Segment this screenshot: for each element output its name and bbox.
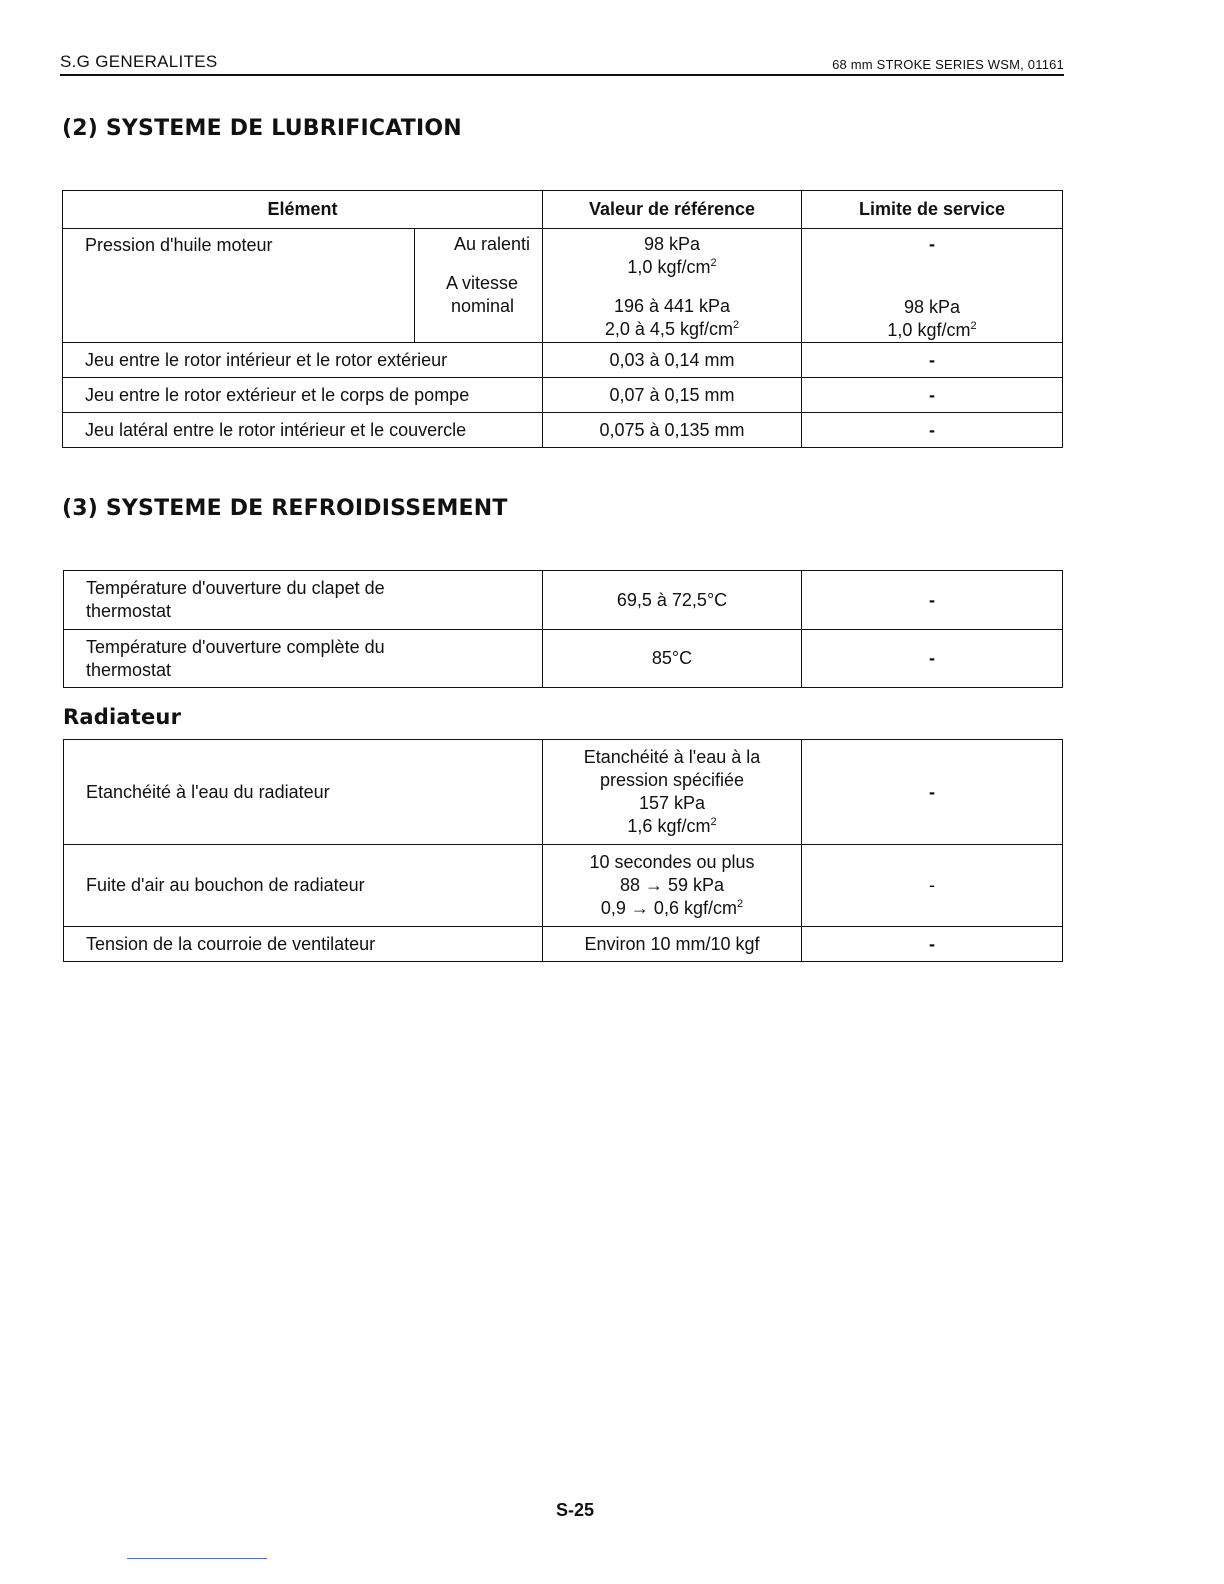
element-cell: Température d'ouverture complète du thermostat — [64, 630, 543, 688]
column-header-element: Elément — [63, 191, 543, 229]
condition-rated-1: A vitesse — [445, 273, 518, 293]
limit-cell: - — [802, 571, 1063, 630]
footer-divider — [127, 1558, 267, 1559]
lubrication-table — [62, 190, 1063, 448]
oil-pressure-label: Pression d'huile moteur — [63, 229, 415, 343]
table-row — [63, 378, 1063, 413]
ref-idle-kpa: 98 kPa — [643, 234, 701, 254]
lubrication-title: (2) SYSTEME DE LUBRIFICATION — [62, 116, 462, 141]
page-header — [60, 50, 1064, 76]
table-row — [64, 845, 1063, 927]
element-cell: Fuite d'air au bouchon de radiateur — [64, 845, 543, 927]
table-row — [63, 413, 1063, 448]
element-cell: Tension de la courroie de ventilateur — [64, 927, 543, 962]
reference-cell: 85°C — [543, 630, 802, 688]
table-row — [63, 343, 1063, 378]
limit-rated-kgf: 1,0 kgf/cm — [887, 320, 971, 340]
element-cell: Température d'ouverture du clapet de thermostat — [64, 571, 543, 630]
radiator-table — [63, 739, 1063, 962]
column-header-reference: Valeur de référence — [543, 191, 802, 229]
header-series-label: 68 mm STROKE SERIES WSM, 01161 — [832, 57, 1064, 72]
oil-pressure-conditions — [415, 229, 543, 343]
limit-cell: - — [802, 740, 1063, 845]
element-cell: Etanchéité à l'eau du radiateur — [64, 740, 543, 845]
limit-cell: - — [802, 927, 1063, 962]
element-cell: Jeu latéral entre le rotor intérieur et le couvercle — [63, 413, 543, 448]
reference-cell: Etanchéité à l'eau à la pression spécifiée 157 kPa 1,6 kgf/$cm^2$ — [543, 740, 802, 845]
oil-pressure-row — [63, 229, 1063, 343]
reference-cell: 0,07 à 0,15 mm — [543, 378, 802, 413]
limit-cell: - — [802, 630, 1063, 688]
header-section-label: S.G GENERALITES — [60, 52, 218, 71]
table-row — [64, 927, 1063, 962]
reference-cell: 69,5 à 72,5°C — [543, 571, 802, 630]
table-row — [64, 630, 1063, 688]
limit-rated-kpa: 98 kPa — [903, 297, 961, 317]
element-cell: Jeu entre le rotor extérieur et le corps de pompe — [63, 378, 543, 413]
oil-pressure-limit: - 98 kPa 1,0 kgf/$cm^2$ — [802, 229, 1063, 343]
limit-cell: - — [802, 413, 1063, 448]
table-row — [64, 740, 1063, 845]
reference-cell: 0,075 à 0,135 mm — [543, 413, 802, 448]
condition-rated-2: nominal — [450, 296, 514, 316]
limit-cell: - — [802, 343, 1063, 378]
table-row — [64, 571, 1063, 630]
limit-cell: - — [802, 378, 1063, 413]
reference-cell: 10 secondes ou plus 88 → 59 kPa 0,9 → 0,6 kgf/$cm^2$ — [543, 845, 802, 927]
limit-idle: - — [929, 234, 935, 254]
reference-cell: 0,03 à 0,14 mm — [543, 343, 802, 378]
cooling-title: (3) SYSTEME DE REFROIDISSEMENT — [62, 496, 508, 521]
lubrication-header-row — [63, 191, 1063, 229]
ref-idle-kgf: 1,0 kgf/cm — [627, 257, 711, 277]
oil-pressure-reference: 98 kPa 1,0 kgf/$cm^2$ 196 à 441 kPa 2,0 à 4,5 kgf/$cm^2$ — [543, 229, 802, 343]
column-header-limit: Limite de service — [802, 191, 1063, 229]
page-number: S-25 — [555, 1500, 595, 1520]
limit-cell: - — [802, 845, 1063, 927]
ref-rated-kpa: 196 à 441 kPa — [613, 296, 731, 316]
cooling-table — [63, 570, 1063, 688]
reference-cell: Environ 10 mm/10 kgf — [543, 927, 802, 962]
radiator-title: Radiateur — [63, 705, 182, 729]
ref-rated-kgf: 2,0 à 4,5 kgf/cm — [604, 319, 733, 339]
condition-idle: Au ralenti — [453, 234, 530, 254]
element-cell: Jeu entre le rotor intérieur et le rotor extérieur — [63, 343, 543, 378]
